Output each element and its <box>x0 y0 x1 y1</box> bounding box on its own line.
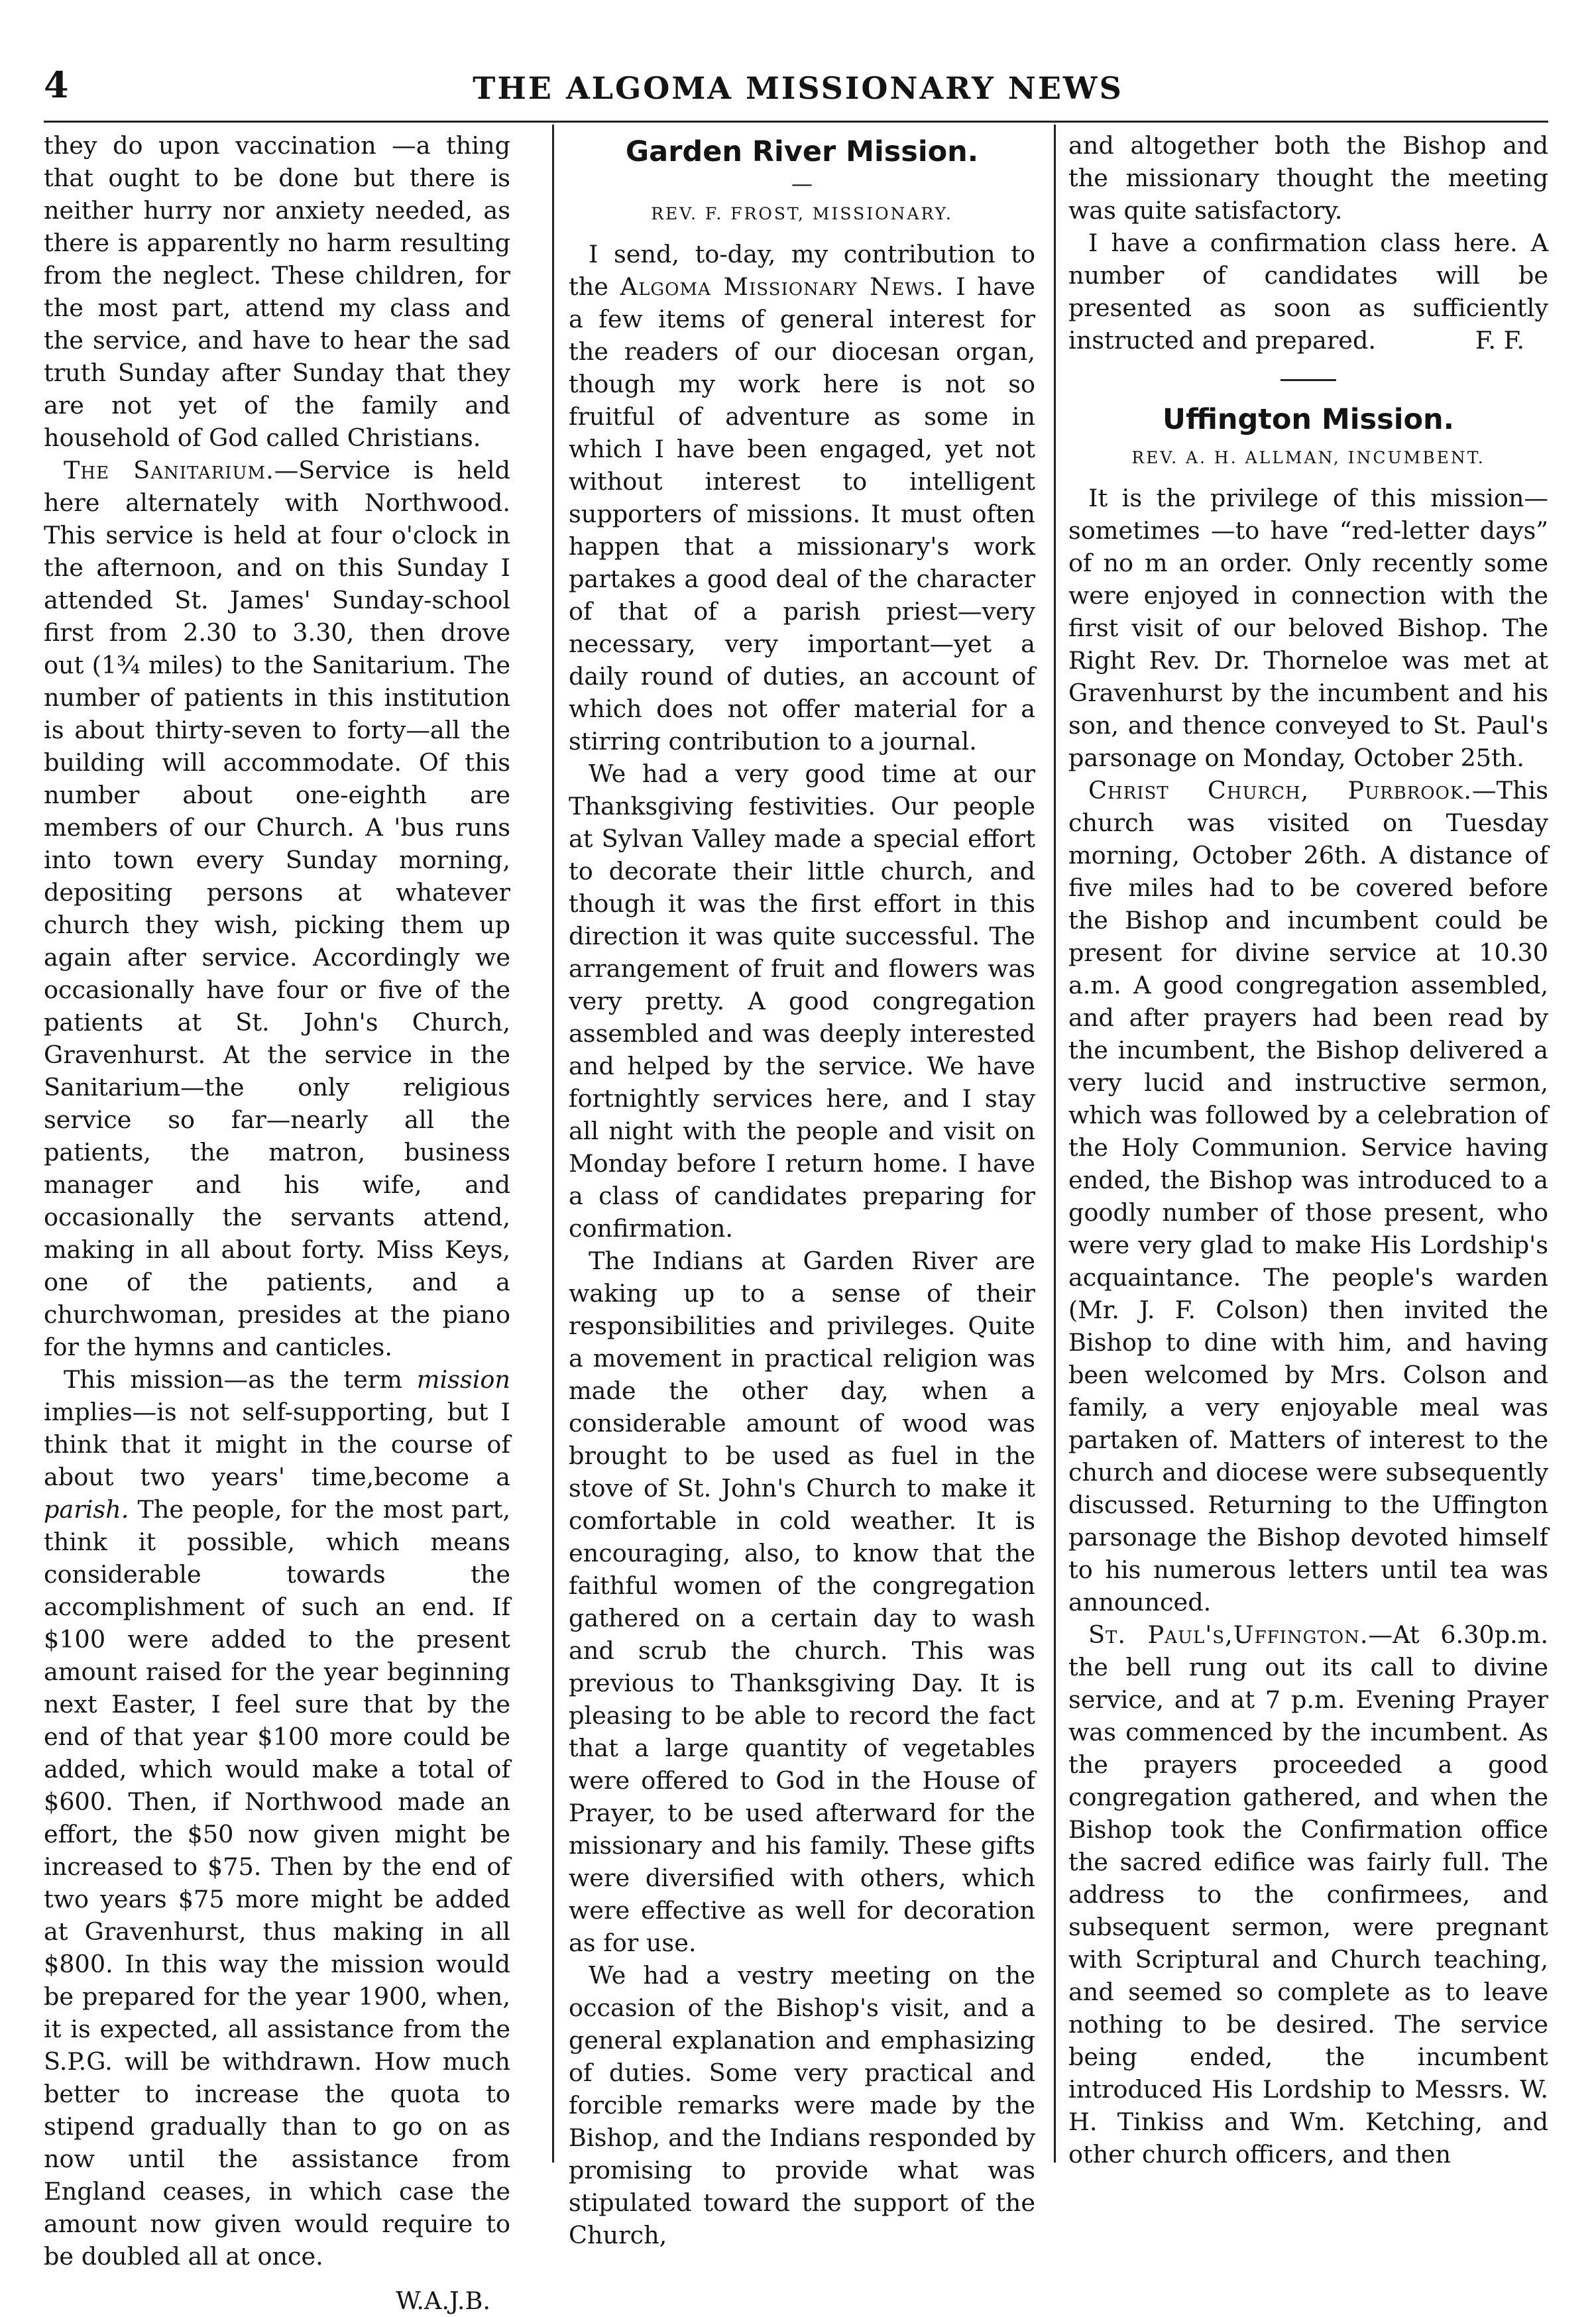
paragraph: they do upon vaccination —a thing that ought to be done but there is neither hurry nor anxiety needed, as there is apparently no harm resulting from the neglect. These children, for the most part, attend my class and the service, and have to hear the sad truth Sunday after Sunday that they are not yet of the family and household of God called Christians. <box>44 131 510 452</box>
emphasis: parish. <box>44 1495 129 1524</box>
column-one <box>44 129 510 2317</box>
paragraph-text: I send, to-day, my contribution to the <box>569 240 1035 301</box>
run-in-heading: The Sanitarium. <box>64 456 274 484</box>
paragraph <box>1068 1618 1548 2171</box>
publication-name: Algoma Missionary News. <box>620 272 944 301</box>
section-separator <box>1281 379 1336 381</box>
paragraph-text: This mission—as the term <box>64 1365 417 1394</box>
section-title: Uffington Mission. <box>1163 403 1454 436</box>
paragraph-text: —This church was visited on Tuesday morning, October 26th. A distance of five miles had to be covered before the Bishop and incumbent could be present for divine service at 10.30 a.m. A good congregation assembled, and after prayers had been read by the incumbent, the Bishop delivered a very lucid and instructive sermon, which was followed by a celebration of the Holy Communion. Service having ended, the Bishop was introduced to a goodly number of those present, who were very glad to make His Lordship's acquaintance. The people's warden (Mr. J. F. Colson) then invited the Bishop to dine with him, and having been welcomed by Mrs. Colson and family, a very enjoyable meal was partaken of. Matters of interest to the church and diocese were subsequently discussed. Returning to the Uffington parsonage the Bishop devoted himself to his numerous letters until tea was announced. <box>1068 776 1548 1616</box>
byline: REV. A. H. ALLMAN, INCUMBENT. <box>1131 448 1485 467</box>
header-rule <box>44 121 1548 123</box>
paragraph: We had a vestry meeting on the occasion of the Bishop's visit, and a general explanation and emphasizing of duties. Some very practical and forcible remarks were made by the Bishop, and the Indians responded by promising to provide what was stipulated toward the support of the Church, <box>569 1961 1035 2249</box>
paragraph-text: The people, for the most part, think it possible, which means considerable towards the accomplishment of such an end. If $100 were added to the present amount raised for the year beginning next Easter, I feel sure that by the end of that year $100 more could be added, which would make a total of $600. Then, if Northwood made an effort, the $50 now given might be increased to $75. Then by the end of two years $75 more might be added at Gravenhurst, thus making in all $800. In this way the mission would be prepared for the year 1900, when, it is expected, all assistance from the S.P.G. will be withdrawn. How much better to increase the quota to stipend gradually than to go on as now until the assistance from England ceases, in which case the amount now given would require to be doubled all at once. <box>44 1495 510 2271</box>
paragraph: The Indians at Garden River are waking up to a sense of their responsibilities and privileges. Quite a movement in practical religion was made the other day, when a considerable amount of wood was brought to be used as fuel in the stove of St. John's Church to make it comfortable in cold weather. It is encouraging, also, to know that the faithful women of the congregation gathered on a certain day to wash and scrub the church. This was previous to Thanksgiving Day. It is pleasing to be able to record the fact that a large quantity of vegetables were offered to God in the House of Prayer, to be used afterward for the missionary and his family. These gifts were diversified with others, which were effective as well for decoration as for use. <box>569 1247 1035 1957</box>
page-number: 4 <box>44 64 69 106</box>
column-divider-left <box>552 125 554 2163</box>
paragraph-text: —Service is held here alternately with Northwood. This service is held at four o'clock in the afternoon, and on this Sunday I attended St. James' Sunday-school first from 2.30 to 3.30, then drove out (1¾ miles) to the Sanitarium. The number of patients in this institution is about thirty-seven to forty—all the building will accommodate. Of this number about one-eighth are members of our Church. A 'bus runs into town every Sunday morning, depositing persons at whatever church they wish, picking them up again after service. Accordingly we occasionally have four or five of the patients at St. John's Church, Gravenhurst. At the service in the Sanitarium—the only religious service so far—nearly all the patients, the matron, business manager and his wife, and occasionally the servants attend, making in all about forty. Miss Keys, one of the patients, and a churchwoman, presides at the piano for the hymns and canticles. <box>44 456 510 1361</box>
run-in-heading: St. Paul's,Uffington. <box>1088 1620 1369 1649</box>
paragraph-text: I have a few items of general interest for the readers of our diocesan organ, though my work here is not so fruitful of adventure as some in which I have been engaged, yet not without interest to intelligent supporters of missions. It must often happen that a missionary's work partakes a good deal of the character of that of a parish priest—very necessary, very important—yet a daily round of duties, an account of which does not offer material for a stirring contribution to a journal. <box>569 272 1035 756</box>
paragraph <box>1068 227 1548 357</box>
signature: W.A.J.B. <box>396 2287 490 2315</box>
paragraph-text: implies—is not self-supporting, but I think that it might in the course of about two years' time,become a <box>44 1398 510 1491</box>
emphasis: mission <box>416 1365 510 1394</box>
column-two <box>569 129 1035 2251</box>
paragraph: We had a very good time at our Thanksgiving festivities. Our people at Sylvan Valley made a special effort to decorate their little church, and though it was the first effort in this direction it was quite successful. The arrangement of fruit and flowers was very pretty. A good congregation assembled and was deeply interested and helped by the service. We have fortnightly services here, and I stay all night with the people and visit on Monday before I return home. I have a class of candidates preparing for confirmation. <box>569 760 1035 1243</box>
paragraph <box>1068 774 1548 1618</box>
running-head-title: THE ALGOMA MISSIONARY NEWS <box>473 70 1123 106</box>
byline: REV. F. FROST, MISSIONARY. <box>651 204 953 223</box>
column-three <box>1068 129 1548 2171</box>
paragraph <box>569 238 1035 758</box>
paragraph: It is the privilege of this mission—sometimes —to have “red-letter days” of no m an order. Only recently some were enjoyed in connection with the first visit of our beloved Bishop. The Right Rev. Dr. Thorneloe was met at Gravenhurst by the incumbent and his son, and thence conveyed to St. Paul's parsonage on Monday, October 25th. <box>1068 484 1548 772</box>
paragraph: and altogether both the Bishop and the missionary thought the meeting was quite satisfactory. <box>1068 131 1548 225</box>
column-divider-right <box>1054 125 1056 2163</box>
paragraph <box>44 454 510 1363</box>
paragraph-text: I have a confirmation class here. A number of candidates will be presented as soon as sufficiently instructed and prepared. <box>1068 229 1548 355</box>
signature: F. F. <box>1475 326 1524 355</box>
paragraph-text: —At 6.30p.m. the bell rung out its call to divine service, and at 7 p.m. Evening Prayer was commenced by the incumbent. As the prayers proceeded a good congregation gathered, and when the Bishop took the Confirmation office the sacred edifice was fairly full. The address to the confirmees, and subsequent sermon, were pregnant with Scriptural and Church teaching, and seemed so complete as to leave nothing to be desired. The service being ended, the incumbent introduced His Lordship to Messrs. W. H. Tinkiss and Wm. Ketching, and other church officers, and then <box>1068 1620 1548 2169</box>
section-title: Garden River Mission. <box>625 135 979 168</box>
title-dash: — <box>791 171 813 196</box>
paragraph <box>44 1363 510 2273</box>
run-in-heading: Christ Church, Purbrook. <box>1088 776 1472 805</box>
